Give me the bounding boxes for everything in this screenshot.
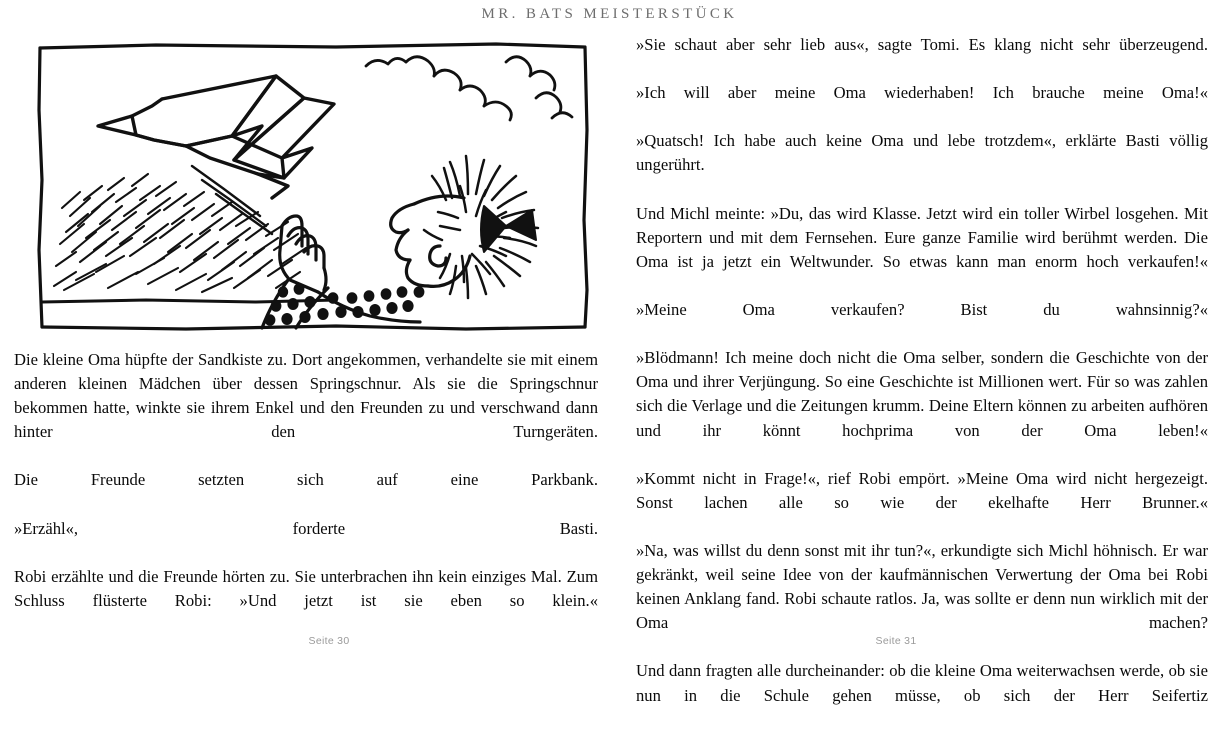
paragraph: »Blödmann! Ich meine doch nicht die Oma selber, sondern die Geschichte von der Oma und ihrer Verjüngung. So eine Geschichte ist Millionen wert. Für so was zahlen sich die Verlage und die Zeitungen krumm. Deine Eltern können zu arbeiten aufhören und ihr könnt hochprima von der Oma leben!« bbox=[636, 348, 1208, 440]
left-page bbox=[14, 40, 598, 637]
left-page-text bbox=[14, 348, 598, 637]
paper-bird bbox=[98, 76, 334, 198]
paragraph: »Erzähl«, forderte Basti. bbox=[14, 518, 598, 538]
right-page-text bbox=[636, 33, 1208, 732]
paragraph: Und Michl meinte: »Du, das wird Klasse. Jetzt wird ein toller Wirbel losgehen. Mit Reportern und mit dem Fernsehen. Eure ganze Familie wird berühmt werden. Die Oma ist ja jetzt ein Weltwunder. So etwas kann man enorm hoch verkaufen!« bbox=[636, 203, 1208, 271]
bushes bbox=[54, 174, 306, 292]
paragraph: Die kleine Oma hüpfte der Sandkiste zu. Dort angekommen, verhandelte sie mit einem anderen kleinen Mädchen über dessen Springschnur. Als sie die Springschnur bekommen hatte, winkte sie ihrem Enkel und den Freunden zu und verschwand dann hinter den Turngeräten. bbox=[14, 350, 598, 442]
folio-right: Seite 31 bbox=[875, 635, 917, 647]
folio-left: Seite 30 bbox=[308, 635, 350, 647]
paragraph: Die Freunde setzten sich auf eine Parkbank. bbox=[14, 470, 598, 490]
paragraph: Robi erzählte und die Freunde hörten zu. Sie unterbrachen ihn kein einziges Mal. Zum Schluss flüsterte Robi: »Und jetzt ist sie eben so klein.« bbox=[14, 566, 598, 610]
paragraph: »Kommt nicht in Frage!«, rief Robi empört. »Meine Oma wird nicht hergezeigt. Sonst lachen alle so wie der ekelhafte Herr Brunner.« bbox=[636, 468, 1208, 512]
paragraph: »Sie schaut aber sehr lieb aus«, sagte Tomi. Es klang nicht sehr überzeugend. bbox=[636, 35, 1208, 54]
paragraph: »Ich will aber meine Oma wiederhaben! Ich brauche meine Oma!« bbox=[636, 83, 1208, 103]
paragraph: »Quatsch! Ich habe auch keine Oma und lebe trotzdem«, erklärte Basti völlig ungerührt. bbox=[636, 131, 1208, 175]
hair-bow bbox=[481, 206, 536, 252]
chapter-illustration bbox=[36, 40, 602, 334]
polka-dot-sleeve bbox=[262, 280, 424, 328]
paragraph: »Na, was willst du denn sonst mit ihr tun?«, erkundigte sich Michl höhnisch. Er war gekränkt, weil seine Idee von der kaufmännischen Verwertung der Oma bei Robi keinen Anklang fand. Robi schaute ratlos. Ja, was sollte er denn nun wirklich mit der Oma machen? bbox=[636, 540, 1208, 633]
paragraph: Und dann fragten alle durcheinander: ob die kleine Oma weiterwachsen werde, ob sie nun in die Schule gehen müsse, ob sich der Herr Seifertiz bbox=[636, 661, 1208, 705]
running-head-title: MR. BATS MEISTERSTÜCK bbox=[481, 6, 738, 22]
clouds bbox=[366, 57, 572, 120]
sleeve-dots bbox=[265, 283, 425, 326]
child-head-profile bbox=[391, 196, 470, 286]
right-page bbox=[636, 33, 1208, 732]
paragraph: »Meine Oma verkaufen? Bist du wahnsinnig?« bbox=[636, 300, 1208, 320]
